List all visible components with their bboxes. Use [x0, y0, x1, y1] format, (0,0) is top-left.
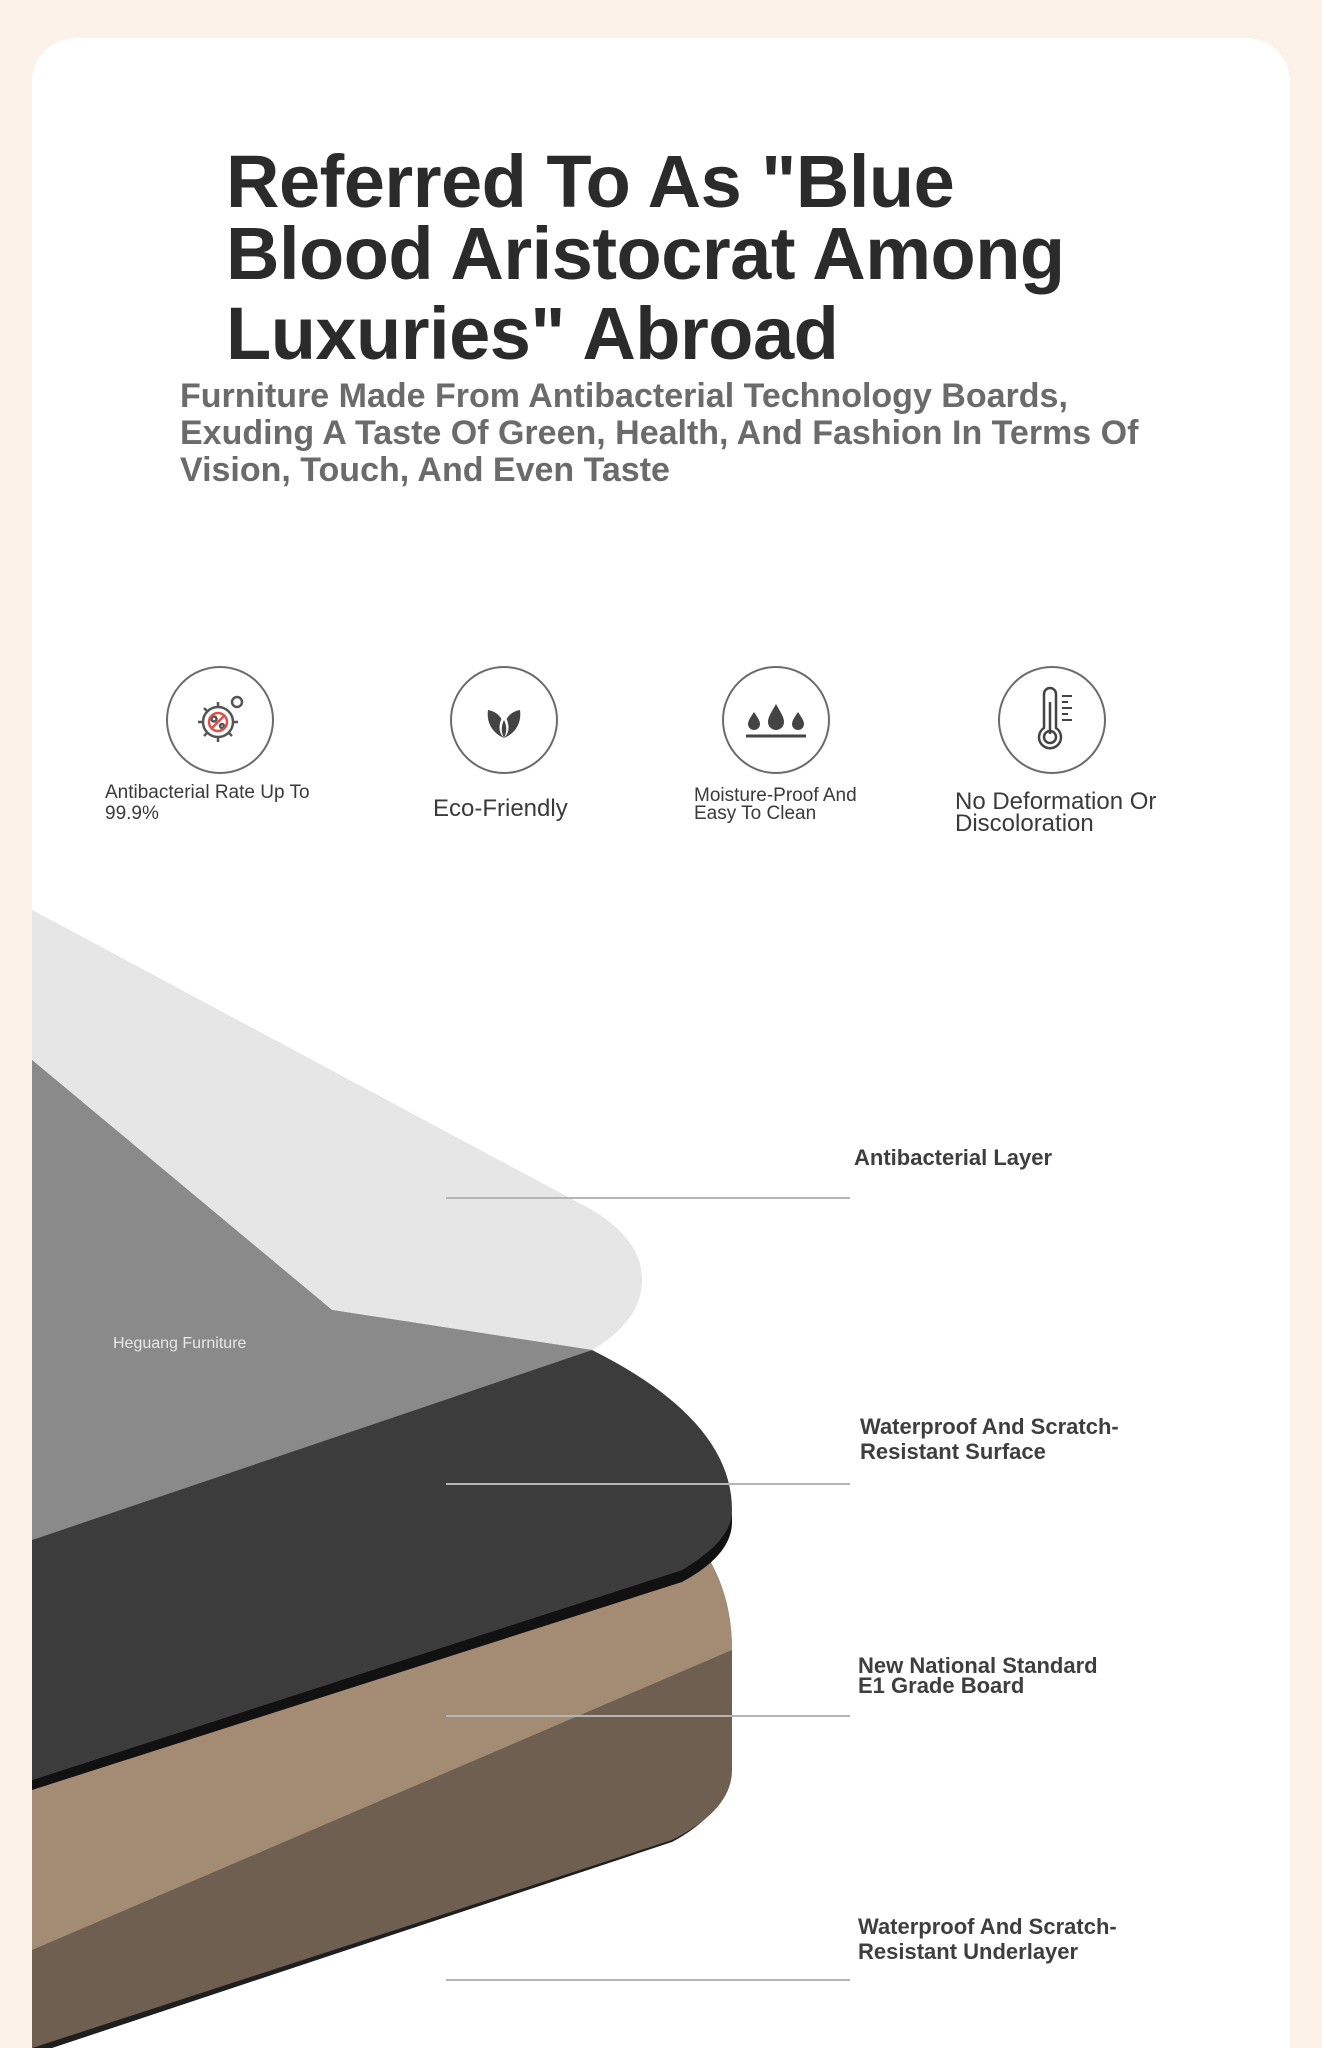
title-line-2: Blood Aristocrat Among — [226, 212, 1065, 295]
feature-list — [0, 630, 1258, 850]
page-title — [226, 140, 1126, 375]
feature-label: Eco-Friendly — [433, 795, 568, 822]
thermometer-icon — [998, 666, 1106, 774]
layer-label-antibacterial: Antibacterial Layer — [854, 1145, 1053, 1170]
water-drops-icon — [722, 666, 830, 774]
page-subtitle: Furniture Made From Antibacterial Technology Boards, Exuding A Taste Of Green, Health, And Fashion In Terms Of Vision, Touch, And Even Taste — [180, 377, 1139, 489]
layer-label-underlayer: Waterproof And Scratch-Resistant Underlayer — [858, 1914, 1117, 1964]
title-line-3: Luxuries" Abroad — [226, 292, 839, 375]
title-line-1: Referred To As "Blue — [226, 140, 955, 223]
antibacterial-icon — [166, 666, 274, 774]
layer-label-surface: Waterproof And Scratch-Resistant Surface — [860, 1414, 1119, 1464]
feature-label: No Deformation Or Discoloration — [955, 788, 1157, 837]
feature-label: Antibacterial Rate Up To 99.9% — [105, 782, 310, 824]
layer-diagram — [32, 890, 1290, 2048]
feature-label: Moisture-Proof And Easy To Clean — [694, 785, 857, 824]
leaf-icon — [450, 666, 558, 774]
layer-label-board: New National Standard E1 Grade Board — [858, 1653, 1098, 1698]
watermark-text: Heguang Furniture — [113, 1335, 247, 1352]
